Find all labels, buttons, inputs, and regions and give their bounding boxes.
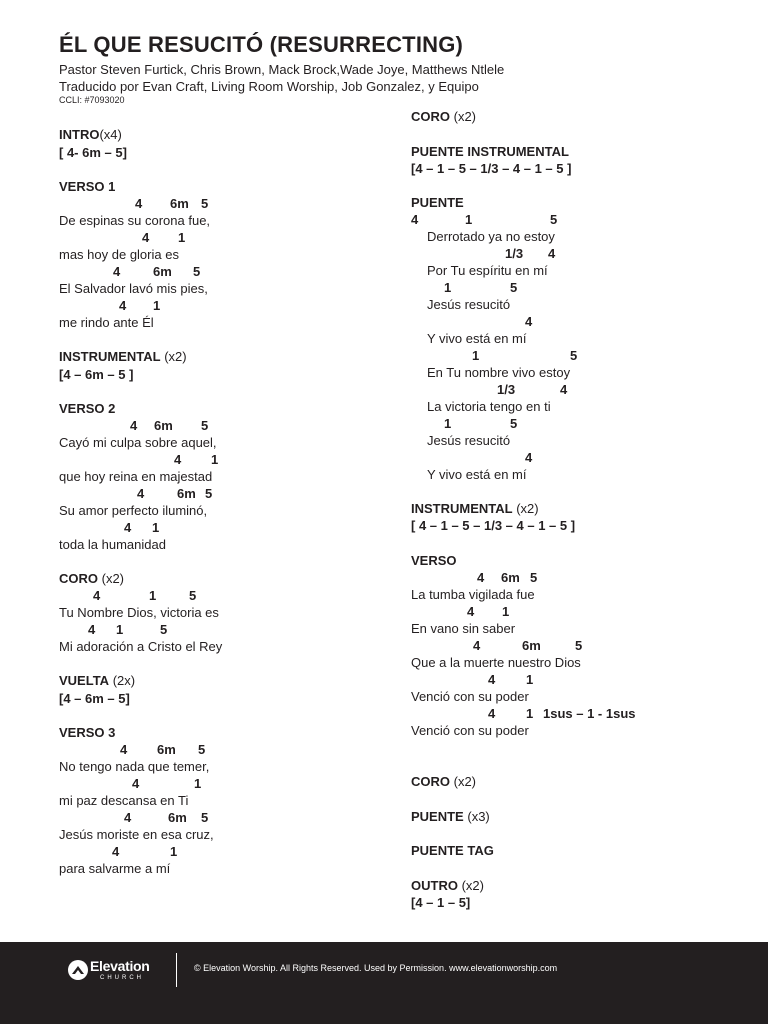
translation-line: Traducido por Evan Craft, Living Room Worship, Job Gonzalez, y Equipo [59,79,479,94]
lyric-line: La tumba vigilada fue [411,587,535,602]
chord: 1sus – 1 - 1sus [543,706,636,721]
section-label-puente-instrumental: PUENTE INSTRUMENTAL [411,144,569,159]
section-label-intro: INTRO(x4) [59,127,122,142]
lyric-line: En vano sin saber [411,621,516,636]
chord-progression: [4 – 6m – 5] [59,691,130,706]
lyric-line: Tu Nombre Dios, victoria es [59,605,219,620]
lyric-line: Por Tu espíritu en mí [427,263,548,278]
chord: 5 [510,280,518,295]
lyric-line: Su amor perfecto iluminó, [59,503,208,518]
chord-progression: [ 4 – 1 – 5 – 1/3 – 4 – 1 – 5 ] [411,518,576,533]
logo-subtitle: CHURCH [100,975,144,981]
footer-bar [0,942,768,1024]
logo-wordmark: Elevation [90,958,150,974]
lyric-line: Derrotado ya no estoy [427,229,555,244]
chord: 1 [170,844,178,859]
chord: 4 [112,844,120,859]
chord: 4 [124,520,132,535]
lyric-line: Jesús moriste en esa cruz, [59,827,214,842]
chord: 5 [201,196,209,211]
section-label-coro: CORO (x2) [411,109,477,124]
chord: 4 [120,742,128,757]
lyric-line: mas hoy de gloria es [59,247,179,262]
authors-line: Pastor Steven Furtick, Chris Brown, Mack Brock,Wade Joye, Matthews Ntlele [59,62,505,77]
chord-progression: [4 – 1 – 5] [411,895,471,910]
copyright-text: © Elevation Worship. All Rights Reserved. Used by Permission. www.elevationworship.com [194,963,558,973]
chord: 5 [189,588,197,603]
lyric-line: que hoy reina en majestad [59,469,213,484]
lyric-line: Venció con su poder [411,689,529,704]
chord: 4 [142,230,150,245]
section-label-verso-2: VERSO 2 [59,401,116,416]
chord: 6m [157,742,176,757]
ccli-number: CCLI: #7093020 [59,95,125,105]
section-label-puente-tag: PUENTE TAG [411,843,494,858]
chord: 4 [473,638,481,653]
footer-divider [176,953,177,987]
chord: 1 [465,212,473,227]
chord: 1 [502,604,510,619]
section-label-coro: CORO (x2) [59,571,125,586]
chord: 5 [510,416,518,431]
section-label-outro: OUTRO (x2) [411,878,484,893]
lyric-line: Venció con su poder [411,723,529,738]
chord: 1 [194,776,202,791]
chord: 4 [135,196,143,211]
lyric-line: Mi adoración a Cristo el Rey [59,639,223,654]
chord: 4 [488,672,496,687]
chord: 4 [174,452,182,467]
chord: 1 [444,416,452,431]
chord-progression: [4 – 1 – 5 – 1/3 – 4 – 1 – 5 ] [411,161,572,176]
chord: 4 [560,382,568,397]
chord: 4 [525,314,533,329]
section-label-instrumental: INSTRUMENTAL (x2) [411,501,539,516]
section-label-coro: CORO (x2) [411,774,477,789]
lyric-line: Que a la muerte nuestro Dios [411,655,581,670]
lyric-line: En Tu nombre vivo estoy [427,365,571,380]
chord: 1 [211,452,219,467]
lyric-line: Jesús resucitó [427,297,511,312]
chord: 5 [160,622,168,637]
chord: 4 [113,264,121,279]
chord: 1/3 [505,246,524,261]
chord-progression: [ 4- 6m – 5] [59,145,127,160]
lyric-line: De espinas su corona fue, [59,213,211,228]
song-title: ÉL QUE RESUCITÓ (RESURRECTING) [59,32,464,57]
section-label-puente: PUENTE [411,195,464,210]
chord: 4 [477,570,485,585]
chord: 6m [177,486,196,501]
chord: 5 [193,264,201,279]
chord: 6m [522,638,541,653]
chord: 5 [201,418,209,433]
section-label-verso: VERSO [411,553,457,568]
section-label-instrumental: INSTRUMENTAL (x2) [59,349,187,364]
chord: 5 [530,570,538,585]
chord: 5 [198,742,206,757]
chord: 4 [88,622,96,637]
chord: 1 [526,706,534,721]
lyric-line: No tengo nada que temer, [59,759,210,774]
chord: 6m [170,196,189,211]
chord: 1 [472,348,480,363]
chord: 5 [575,638,583,653]
lyric-line: me rindo ante Él [59,315,154,330]
chord: 1 [149,588,157,603]
lyric-line: Y vivo está en mí [427,331,527,346]
lyric-line: La victoria tengo en ti [427,399,551,414]
chord: 4 [467,604,475,619]
chord: 4 [130,418,138,433]
chord: 4 [132,776,140,791]
chord: 1 [152,520,160,535]
chord: 4 [525,450,533,465]
lyric-line: mi paz descansa en Ti [59,793,189,808]
lyric-line: toda la humanidad [59,537,166,552]
chord: 4 [124,810,132,825]
lyric-line: El Salvador lavó mis pies, [59,281,208,296]
chord: 4 [488,706,496,721]
elevation-logo-icon [68,960,88,980]
lyric-line: Y vivo está en mí [427,467,527,482]
chord: 6m [153,264,172,279]
section-label-verso-1: VERSO 1 [59,179,116,194]
chord-progression: [4 – 6m – 5 ] [59,367,134,382]
chord: 1 [444,280,452,295]
chord: 6m [501,570,520,585]
chord: 6m [168,810,187,825]
chord: 6m [154,418,173,433]
chord: 5 [570,348,578,363]
chord: 1 [153,298,161,313]
chord: 4 [137,486,145,501]
chord: 4 [411,212,419,227]
lyric-line: Jesús resucitó [427,433,511,448]
chord: 4 [548,246,556,261]
lyric-line: para salvarme a mí [59,861,171,876]
section-label-puente: PUENTE (x3) [411,809,490,824]
chord: 5 [550,212,558,227]
chord: 1 [526,672,534,687]
section-label-verso-3: VERSO 3 [59,725,116,740]
chord: 4 [93,588,101,603]
chord: 1 [178,230,186,245]
chord: 1/3 [497,382,516,397]
chord: 5 [201,810,209,825]
section-label-vuelta: VUELTA (2x) [59,673,136,688]
chord: 4 [119,298,127,313]
chord: 1 [116,622,124,637]
lyric-line: Cayó mi culpa sobre aquel, [59,435,217,450]
chord: 5 [205,486,213,501]
